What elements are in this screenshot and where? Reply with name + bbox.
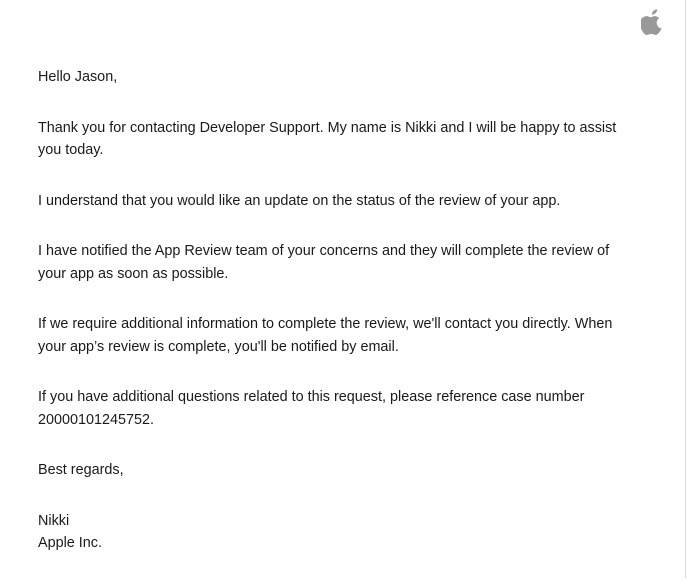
apple-logo-icon — [641, 8, 665, 36]
signature-name: Nikki — [38, 512, 70, 529]
closing: Best regards, — [38, 462, 124, 478]
signature — [38, 510, 638, 555]
paragraph-notified: I have notified the App Review team of your concerns and they will complete the review of your app as soon as possible. — [38, 243, 610, 282]
paragraph-case-number: If you have additional questions related to this request, please reference case number 20000101245752. — [38, 389, 585, 428]
greeting: Hello Jason, — [38, 69, 118, 85]
signature-company: Apple Inc. — [38, 535, 102, 551]
paragraph-intro: Thank you for contacting Developer Support. My name is Nikki and I will be happy to assist you today. — [38, 119, 617, 158]
paragraph-understand: I understand that you would like an update on the status of the review of your app. — [38, 192, 561, 209]
email-body — [38, 66, 638, 583]
paragraph-additional-info: If we require additional information to complete the review, we'll contact you directly. When your app’s review is complete, you'll be notified by email. — [38, 316, 613, 355]
